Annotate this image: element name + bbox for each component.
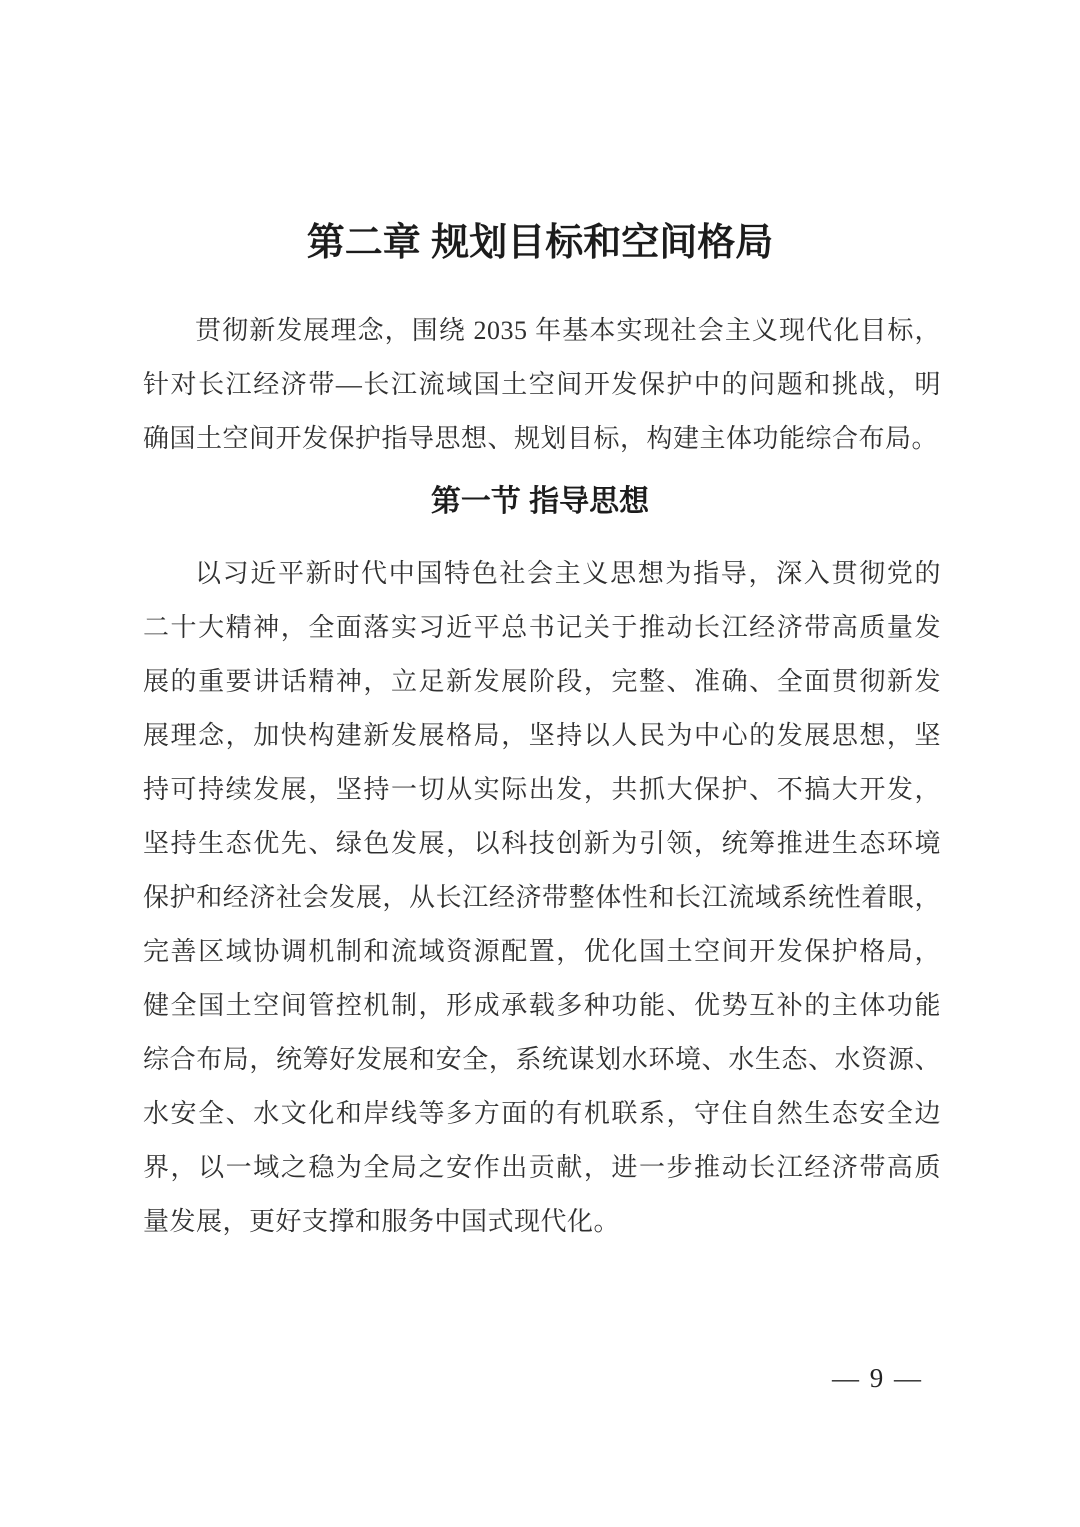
text-line: 以习近平新时代中国特色社会主义思想为指导，深入贯彻党的 xyxy=(195,559,941,588)
text-line: 完善区域协调机制和流域资源配置，优化国土空间开发保护格局， xyxy=(143,937,941,966)
text-line: 保护和经济社会发展，从长江经济带整体性和长江流域系统性着眼， xyxy=(143,883,941,912)
text-line: 量发展，更好支撑和服务中国式现代化。 xyxy=(143,1207,621,1236)
chapter-title: 第二章 规划目标和空间格局 xyxy=(306,222,774,264)
text-line: 坚持生态优先、绿色发展，以科技创新为引领，统筹推进生态环境 xyxy=(143,829,941,858)
page-number: — 9 — xyxy=(832,1363,923,1393)
text-line: 持可持续发展，坚持一切从实际出发，共抓大保护、不搞大开发， xyxy=(143,775,941,804)
text-line: 贯彻新发展理念，围绕 2035 年基本实现社会主义现代化目标， xyxy=(195,316,941,345)
text-line: 综合布局，统筹好发展和安全，系统谋划水环境、水生态、水资源、 xyxy=(143,1045,941,1074)
text-line: 水安全、水文化和岸线等多方面的有机联系，守住自然生态安全边 xyxy=(143,1099,941,1128)
section-title: 第一节 指导思想 xyxy=(430,485,650,518)
intro-paragraph xyxy=(143,304,941,466)
text-line: 展理念，加快构建新发展格局，坚持以人民为中心的发展思想，坚 xyxy=(143,721,941,750)
text-line: 二十大精神，全面落实习近平总书记关于推动长江经济带高质量发 xyxy=(143,613,941,642)
text-line: 健全国土空间管控机制，形成承载多种功能、优势互补的主体功能 xyxy=(143,991,941,1020)
text-line: 展的重要讲话精神，立足新发展阶段，完整、准确、全面贯彻新发 xyxy=(143,667,941,696)
text-line: 界，以一域之稳为全局之安作出贡献，进一步推动长江经济带高质 xyxy=(143,1153,941,1182)
text-line: 确国土空间开发保护指导思想、规划目标，构建主体功能综合布局。 xyxy=(143,424,939,453)
text-line: 针对长江经济带—长江流域国土空间开发保护中的问题和挑战，明 xyxy=(143,370,941,399)
section-paragraph xyxy=(143,547,941,1249)
